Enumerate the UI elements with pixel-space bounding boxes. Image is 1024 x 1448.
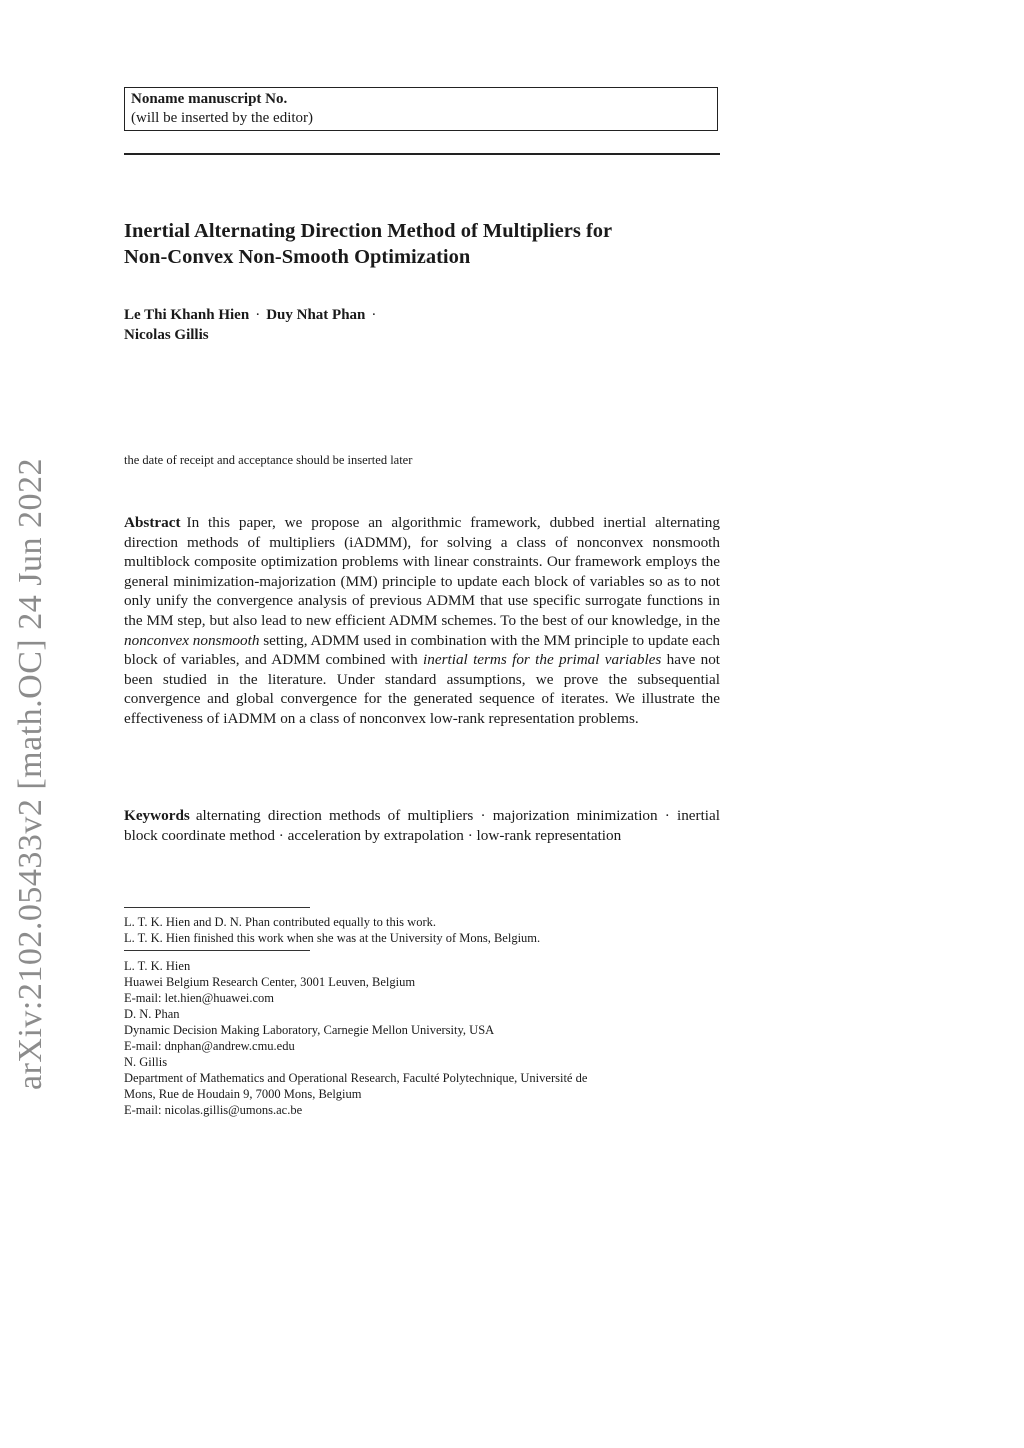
affil-email: E-mail: dnphan@andrew.cmu.edu (124, 1039, 295, 1053)
author-gillis: Nicolas Gillis (124, 327, 209, 343)
arxiv-side-stamp: arXiv:2102.05433v2 [math.OC] 24 Jun 2022 (12, 458, 49, 1090)
title-line-2: Non-Convex Non-Smooth Optimization (124, 246, 471, 268)
manuscript-box (124, 87, 718, 131)
header-rule (124, 153, 720, 155)
manuscript-editor-note: (will be inserted by the editor) (131, 110, 314, 126)
affil-name: L. T. K. Hien (124, 959, 191, 973)
affil-address: Huawei Belgium Research Center, 3001 Leuven, Belgium (124, 975, 416, 989)
keywords-heading: Keywords (124, 807, 190, 824)
abstract (124, 513, 720, 729)
affiliation-rule (124, 950, 310, 951)
abstract-text-1: In this paper, we propose an algorithmic framework, dubbed inertial alternating direction methods of multipliers (iADMM), for solving a class of nonconvex nonsmooth multiblock composite optimization problems with linear constraints. Our framework employs the general minimization-majorization (MM) principle to update each block of variables so as to not only unify the convergence analysis of previous ADMM that use specific surrogate functions in the MM step, but also lead to new efficient ADMM schemes. To the best of our knowledge, in the (124, 514, 720, 629)
title-line-1: Inertial Alternating Direction Method of Multipliers for (124, 220, 613, 242)
author-phan: Duy Nhat Phan (266, 307, 366, 323)
author-hien: Le Thi Khanh Hien (124, 307, 250, 323)
footnote-hien-affiliation: L. T. K. Hien finished this work when she was at the University of Mons, Belgium. (124, 931, 541, 945)
affil-name: D. N. Phan (124, 1007, 180, 1021)
footnote-equal-contribution: L. T. K. Hien and D. N. Phan contributed equally to this work. (124, 915, 436, 929)
abstract-text-2: setting, ADMM used in combination with the MM principle to update each block of variables, and ADMM combined with (124, 631, 720, 669)
author-separator: · (255, 307, 261, 323)
affil-email: E-mail: nicolas.gillis@umons.ac.be (124, 1103, 303, 1117)
abstract-heading: Abstract (124, 514, 181, 531)
paper-title (124, 218, 720, 270)
affil-address: Dynamic Decision Making Laboratory, Carnegie Mellon University, USA (124, 1023, 495, 1037)
author-separator: · (371, 307, 377, 323)
abstract-emphasis-1: nonconvex nonsmooth (124, 631, 260, 649)
affil-email: E-mail: let.hien@huawei.com (124, 991, 275, 1005)
affil-address: Mons, Rue de Houdain 9, 7000 Mons, Belgium (124, 1087, 362, 1101)
abstract-text-3: have not been studied in the literature. Under standard assumptions, we prove the subsequential convergence and global convergence for the generated sequence of iterates. We illustrate the effectiveness of iADMM on a class of nonconvex low-rank representation problems. (124, 651, 721, 727)
affiliations (124, 958, 720, 1118)
keywords-text: alternating direction methods of multipliers · majorization minimization · inertial block coordinate method · acceleration by extrapolation · low-rank representation (124, 807, 720, 844)
abstract-emphasis-2: inertial terms for the primal variables (423, 651, 662, 669)
footnote-rule (124, 907, 310, 908)
affil-address: Department of Mathematics and Operational Research, Faculté Polytechnique, Université de (124, 1071, 588, 1085)
footnotes (124, 914, 720, 946)
keywords (124, 806, 720, 845)
author-list (124, 305, 720, 345)
manuscript-number-label: Noname manuscript No. (131, 91, 288, 107)
received-date-note: the date of receipt and acceptance should be inserted later (124, 453, 413, 467)
affil-name: N. Gillis (124, 1055, 168, 1069)
